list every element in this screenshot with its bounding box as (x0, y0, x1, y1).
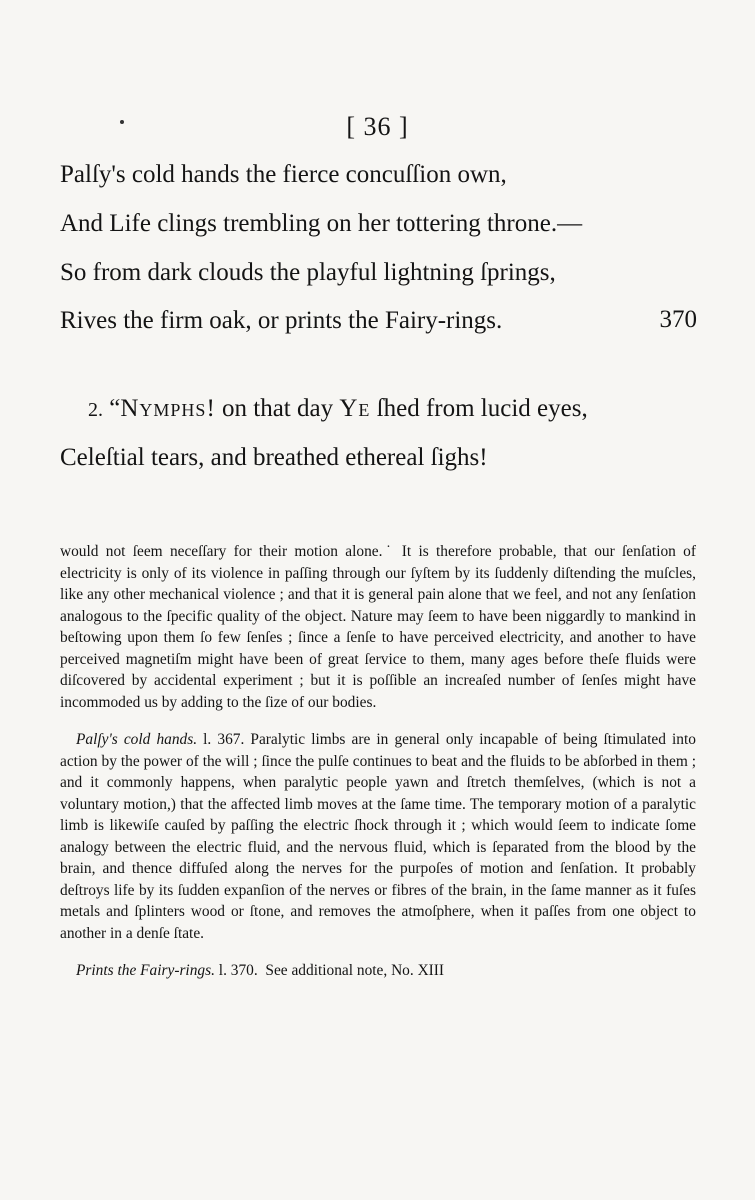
note-ref-367: l. 367. (203, 731, 245, 748)
note-ref-370: l. 370. (218, 962, 258, 979)
verse-line-1: Palſy's cold hands the fierce concuſſion own, (60, 161, 507, 188)
verse-line-number: 370 (659, 306, 697, 333)
verse-line-2: And Life clings trembling on her tottering throne.— (60, 210, 583, 237)
stanza-rest-text: ſhed from lucid eyes, (376, 395, 588, 422)
note-paragraph-1: would not ſeem neceſſary for their motion alone.˙ It is therefore probable, that our ſenſation of electricity is only of its violence in paſſing through our ſyſtem by its ſuddenly diſtending the muſcles, like any other mechanical violence ; and that it is general pain alone that we feel, and not any ſenſation analogous to the ſpecific quality of the object. Nature may ſeem to have been niggardly to mankind in beſtowing upon them ſo few ſenſes ; ſince a ſenſe to have perceived electricity, and another to have perceived magnetiſm might have been of great ſervice to them, many ages before theſe fluids were diſcovered by accidental experiment ; but it is poſſible an increaſed number of ſenſes might have incommoded us by adding to the ſize of our bodies. (60, 543, 696, 711)
page-number: [ 36 ] (346, 112, 409, 141)
verse-stanza-2-line-1 (88, 394, 588, 425)
note-caption-fairy-rings: Prints the Fairy-rings. (76, 962, 215, 979)
note-text-fairy-rings: See additional note, No. XIII (265, 962, 445, 979)
open-quote: “ (109, 395, 121, 422)
note-caption-palsy: Palſy's cold hands. (76, 731, 198, 748)
note-text-palsy: Paralytic limbs are in general only incapable of being ſtimulated into action by the power of the will ; ſince the pulſe continues to beat and the fluids to be abſorbed in them ; and it commonly happens, when paralytic people yawn and ſtretch themſelves, (which is not a voluntary motion,) that the affected limb moves at the ſame time. The temporary motion of a paralytic limb is likewiſe cauſed by paſſing the electric ſhock through it ; which would ſeem to indicate ſome analogy between the electric fluid, and the nervous fluid, which is ſeparated from the blood by the brain, and thence diffuſed along the nerves for the purpoſes of motion and ſenſation. It probably deſtroys life by its ſudden expanſion of the nerves or fibres of the brain, in the ſame manner as it fuſes metals and ſplinters wood or ſtone, and removes the atmoſphere, when it paſſes from one object to another in a denſe ſtate. (60, 731, 696, 942)
footnotes (60, 541, 696, 982)
note-paragraph-2 (60, 729, 696, 944)
nymphs-word: Nymphs! (120, 395, 216, 422)
note-paragraph-3 (60, 960, 696, 982)
verse-stanza-2-line-2: Celeſtial tears, and breathed ethereal ſighs! (60, 444, 488, 471)
verse-line-4: Rives the firm oak, or prints the Fairy-rings. (60, 307, 503, 334)
ye-word: Ye (339, 395, 371, 422)
stanza-number: 2. (88, 399, 103, 421)
stanza-mid-text: on that day (222, 395, 334, 422)
verse-line-3: So from dark clouds the playful lightning ſprings, (60, 259, 556, 286)
